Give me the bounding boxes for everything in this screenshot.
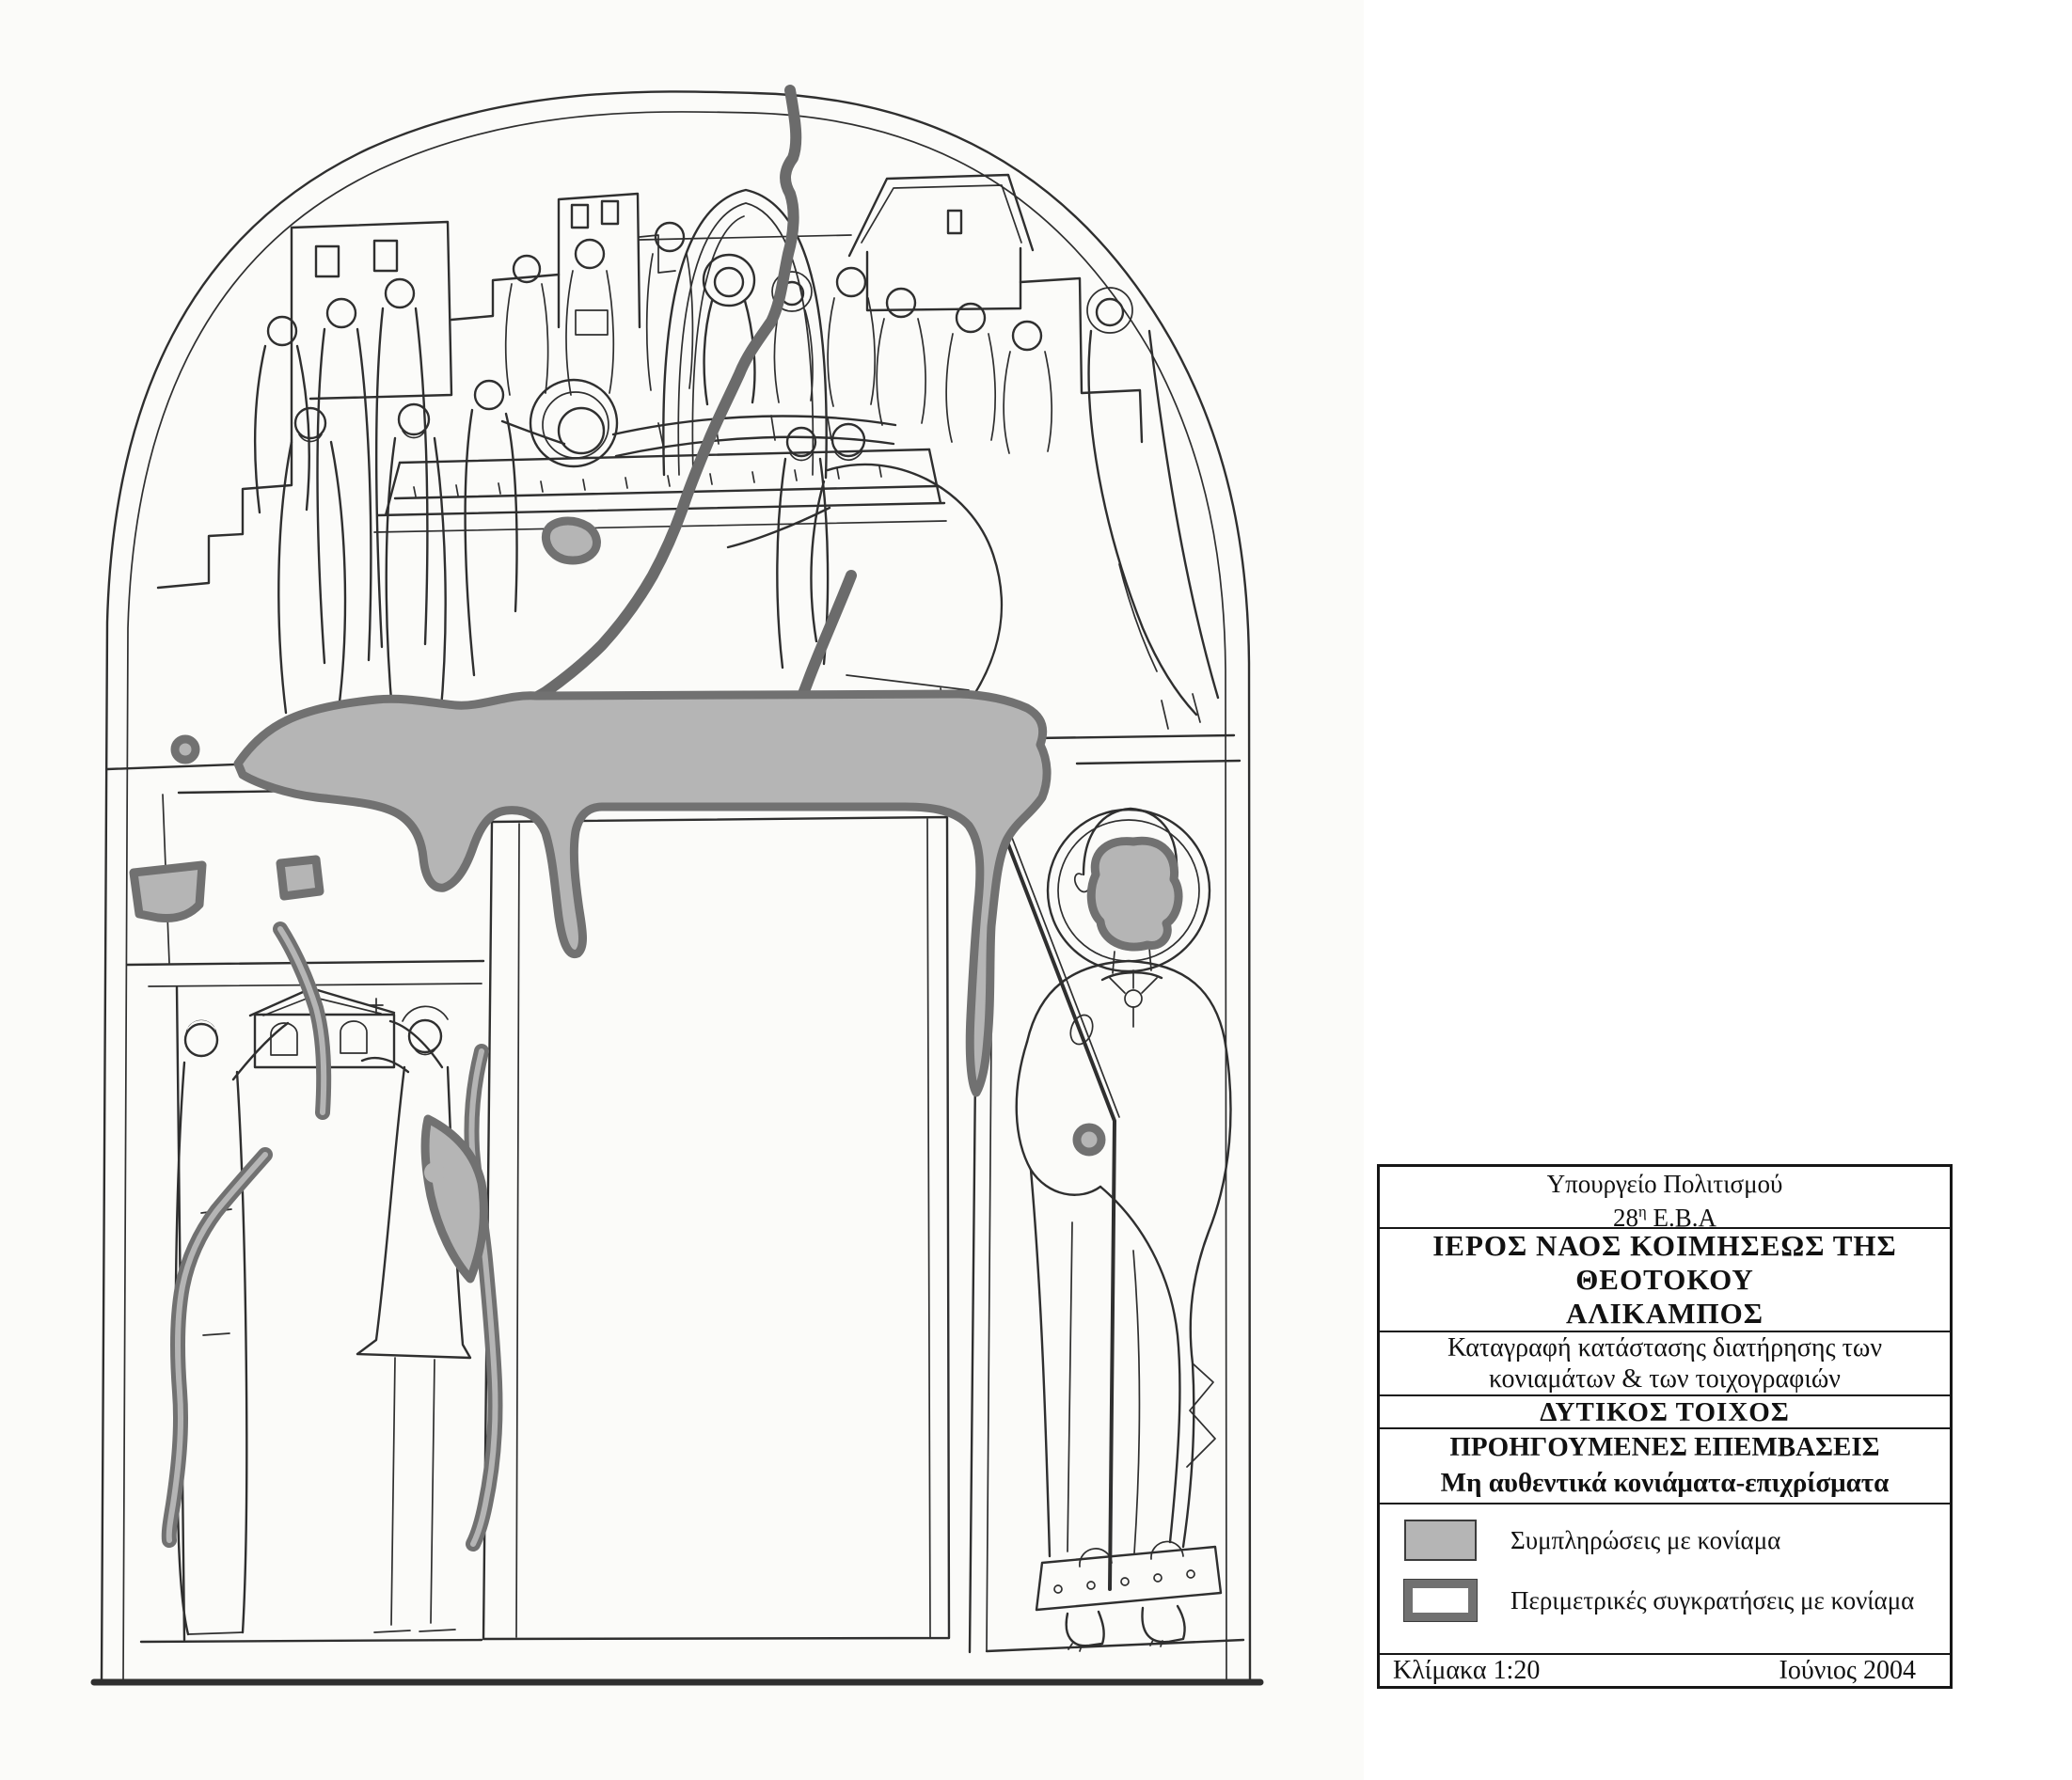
mortar-patch-square <box>280 859 320 896</box>
mortar-dark-dot <box>424 1162 445 1183</box>
ministry-row <box>1380 1167 1950 1227</box>
title-block <box>1377 1164 1953 1689</box>
outlined-swatch <box>1404 1580 1477 1621</box>
mortar-patch-left-edge <box>134 865 202 919</box>
footer-row <box>1380 1653 1950 1689</box>
legend-label: Συμπληρώσεις με κονίαμα <box>1511 1525 1781 1554</box>
filled-gray-swatch <box>1404 1520 1477 1561</box>
legend-label: Περιμετρικές συγκρατήσεις με κονίαμα <box>1511 1585 1915 1615</box>
mortar-censer-blob <box>546 521 596 560</box>
mortar-saint-face <box>1091 841 1178 947</box>
wall-row: ΔΥΤΙΚΟΣ ΤΟΙΧΟΣ <box>1380 1394 1950 1427</box>
legend-item-fills <box>1404 1520 1950 1561</box>
legend-item-perimeter <box>1404 1580 1950 1621</box>
interventions-row: ΠΡΟΗΓΟΥΜΕΝΕΣ ΕΠΕΜΒΑΣΕΙΣ Μη αυθεντικά κονιάματα-επιχρίσματα <box>1380 1427 1950 1503</box>
scale-label: Κλίμακα 1:20 <box>1393 1656 1541 1685</box>
mortar-dot-door <box>175 739 196 760</box>
church-name-row: ΙΕΡΟΣ ΝΑΟΣ ΚΟΙΜΗΣΕΩΣ ΤΗΣ ΘΕΟΤΟΚΟΥ ΑΛΙΚΑΜΠΟΣ <box>1380 1227 1950 1331</box>
subject-row: Καταγραφή κατάστασης διατήρησης των κονιαμάτων & των τοιχογραφιών <box>1380 1331 1950 1394</box>
date-label: Ιούνιος 2004 <box>1779 1656 1916 1685</box>
ministry-name: Υπουργείο Πολιτισμού <box>1546 1170 1783 1198</box>
ephorate-name: $28^\eta$ Ε.Β.Α <box>1612 1203 1716 1227</box>
mortar-saint-dot <box>1077 1127 1101 1152</box>
legend-section <box>1380 1503 1950 1653</box>
